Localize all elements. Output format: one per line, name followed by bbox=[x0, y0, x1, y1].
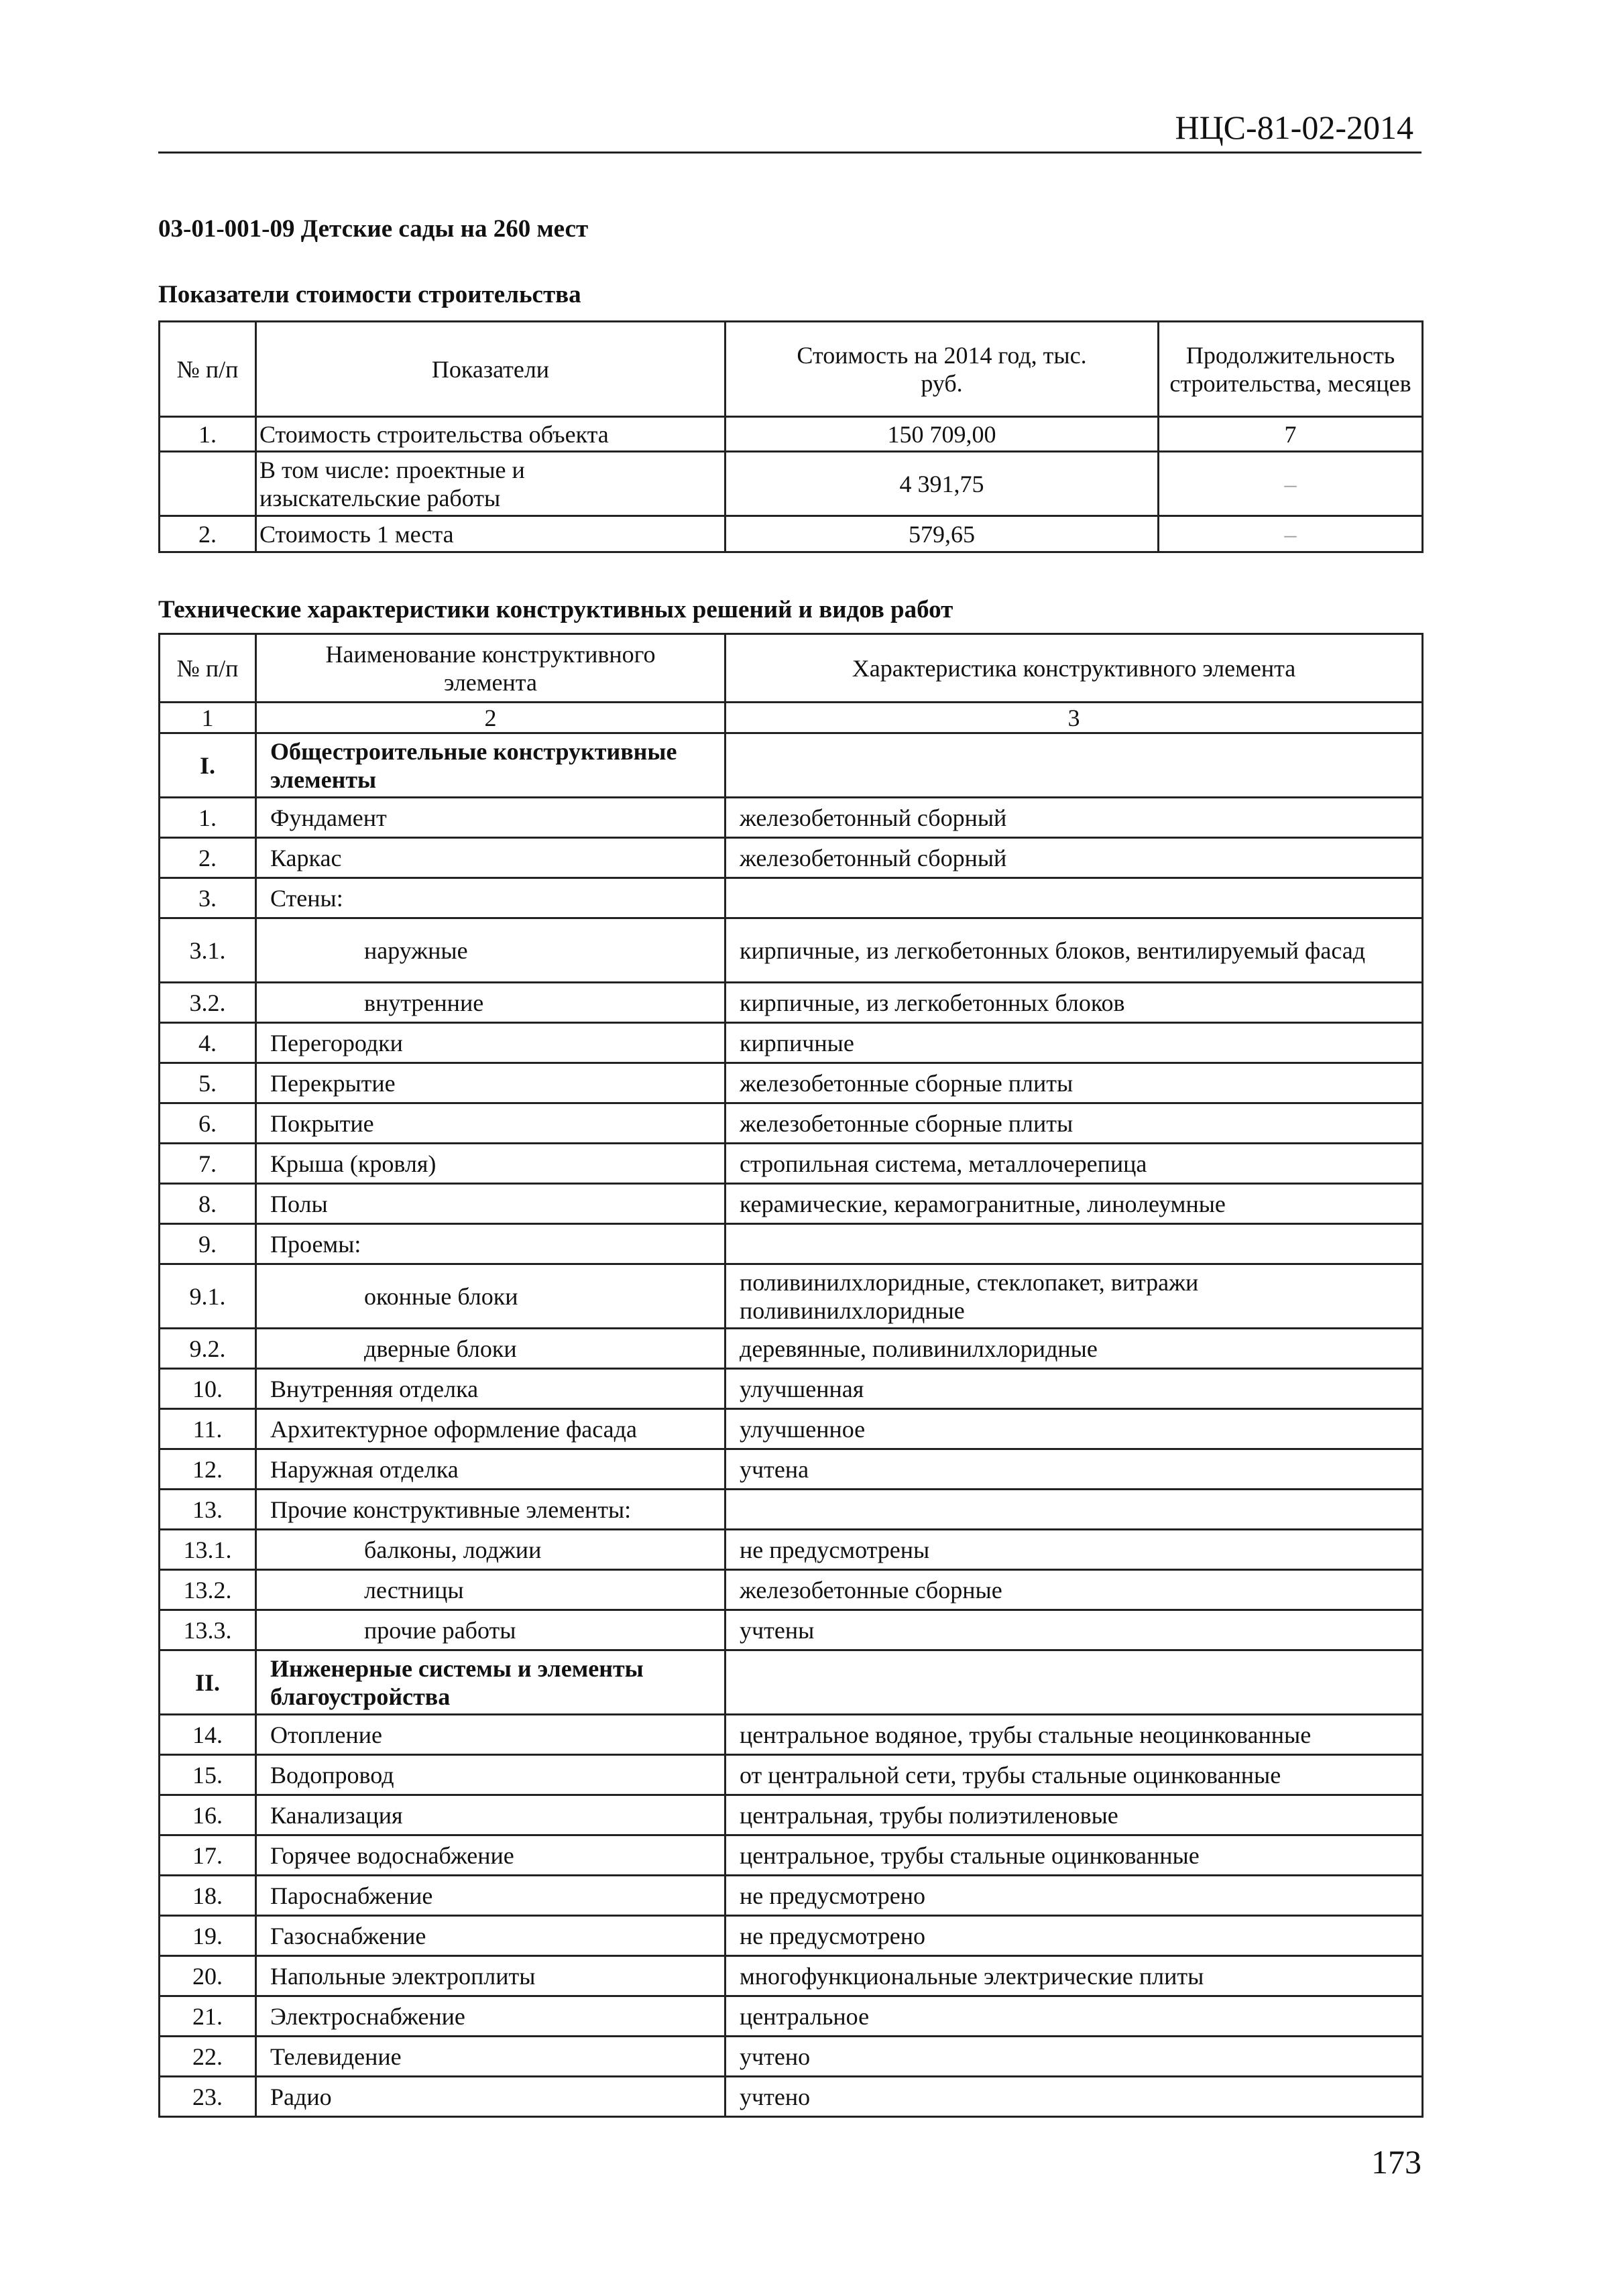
cell-num bbox=[160, 452, 256, 516]
cell-element-name: наружные bbox=[256, 918, 726, 983]
cell-element-name: Телевидение bbox=[256, 2037, 726, 2077]
table-row bbox=[160, 1063, 1423, 1103]
cell-num: 1. bbox=[160, 417, 256, 452]
cell-element-characteristic: центральная, трубы полиэтиленовые bbox=[726, 1795, 1423, 1835]
cell-element-name: Фундамент bbox=[256, 798, 726, 838]
table-row bbox=[160, 2077, 1423, 2117]
cell-element-characteristic: поливинилхлоридные, стеклопакет, витражи поливинилхлоридные bbox=[726, 1264, 1423, 1329]
table-row bbox=[160, 1570, 1423, 1610]
cell-num: 1. bbox=[160, 798, 256, 838]
tech-table-header bbox=[160, 634, 1423, 703]
cell-element-characteristic: учтено bbox=[726, 2037, 1423, 2077]
cell-duration: 7 bbox=[1159, 417, 1423, 452]
cell-element-name: Водопровод bbox=[256, 1755, 726, 1795]
page-title: 03-01-001-09 Детские сады на 260 мест bbox=[158, 215, 589, 243]
cell-element-characteristic bbox=[726, 878, 1423, 918]
cell-element-name: Общестроительные конструктивные элементы bbox=[256, 733, 726, 798]
cell-element-name: Радио bbox=[256, 2077, 726, 2117]
tech-header-num: № п/п bbox=[160, 634, 256, 703]
cell-element-name: Покрытие bbox=[256, 1103, 726, 1144]
cell-cost: 4 391,75 bbox=[726, 452, 1159, 516]
cell-element-characteristic: не предусмотрено bbox=[726, 1916, 1423, 1956]
cell-element-characteristic: кирпичные bbox=[726, 1023, 1423, 1063]
tech-table-body bbox=[160, 733, 1423, 2117]
cell-element-name: Напольные электроплиты bbox=[256, 1956, 726, 1996]
cell-element-characteristic: железобетонный сборный bbox=[726, 838, 1423, 878]
cell-element-characteristic bbox=[726, 1224, 1423, 1264]
cell-num: 12. bbox=[160, 1449, 256, 1490]
cell-element-name: Наружная отделка bbox=[256, 1449, 726, 1490]
cell-num: 6. bbox=[160, 1103, 256, 1144]
cell-num: 18. bbox=[160, 1876, 256, 1916]
cell-element-name: Проемы: bbox=[256, 1224, 726, 1264]
cell-element-characteristic bbox=[726, 1490, 1423, 1530]
cell-element-name: лестницы bbox=[256, 1570, 726, 1610]
tech-table bbox=[158, 633, 1424, 2118]
cell-element-characteristic: не предусмотрены bbox=[726, 1530, 1423, 1570]
table-row bbox=[160, 733, 1423, 798]
cell-element-characteristic: кирпичные, из легкобетонных блоков, вентилируемый фасад bbox=[726, 918, 1423, 983]
cell-element-characteristic: не предусмотрено bbox=[726, 1876, 1423, 1916]
cell-indicator: Стоимость строительства объекта bbox=[256, 417, 726, 452]
table-row bbox=[160, 452, 1423, 516]
cell-element-characteristic: центральное, трубы стальные оцинкованные bbox=[726, 1835, 1423, 1876]
cell-element-name: Перегородки bbox=[256, 1023, 726, 1063]
cell-element-name: дверные блоки bbox=[256, 1329, 726, 1369]
table-row bbox=[160, 1224, 1423, 1264]
table-row bbox=[160, 1184, 1423, 1224]
cell-element-characteristic: железобетонные сборные bbox=[726, 1570, 1423, 1610]
page-number: 173 bbox=[1371, 2143, 1422, 2181]
table-row bbox=[160, 1876, 1423, 1916]
cell-duration: – bbox=[1159, 516, 1423, 552]
cell-element-name: балконы, лоджии bbox=[256, 1530, 726, 1570]
cell-element-name: Крыша (кровля) bbox=[256, 1144, 726, 1184]
table-row bbox=[160, 1610, 1423, 1650]
cell-element-characteristic: многофункциональные электрические плиты bbox=[726, 1956, 1423, 1996]
table-row bbox=[160, 2037, 1423, 2077]
cell-element-name: Газоснабжение bbox=[256, 1916, 726, 1956]
table-row bbox=[160, 516, 1423, 552]
cell-indicator: В том числе: проектные и изыскательские работы bbox=[256, 452, 726, 516]
cell-element-characteristic: центральное bbox=[726, 1996, 1423, 2037]
table-row bbox=[160, 1449, 1423, 1490]
table-row bbox=[160, 1023, 1423, 1063]
table-row bbox=[160, 798, 1423, 838]
cell-num: 19. bbox=[160, 1916, 256, 1956]
col-number: 2 bbox=[256, 703, 726, 733]
tech-column-numbers bbox=[160, 703, 1423, 733]
cell-element-name: Канализация bbox=[256, 1795, 726, 1835]
cell-element-characteristic: кирпичные, из легкобетонных блоков bbox=[726, 983, 1423, 1023]
header-rule bbox=[158, 152, 1422, 154]
table-row bbox=[160, 1264, 1423, 1329]
cell-num: I. bbox=[160, 733, 256, 798]
cell-element-characteristic: железобетонные сборные плиты bbox=[726, 1103, 1423, 1144]
table-row bbox=[160, 1835, 1423, 1876]
table-row bbox=[160, 1144, 1423, 1184]
cell-element-name: внутренние bbox=[256, 983, 726, 1023]
cell-num: 21. bbox=[160, 1996, 256, 2037]
table-row bbox=[160, 983, 1423, 1023]
cell-num: 22. bbox=[160, 2037, 256, 2077]
cell-num: 2. bbox=[160, 516, 256, 552]
table-row bbox=[160, 838, 1423, 878]
tech-header-char: Характеристика конструктивного элемента bbox=[726, 634, 1423, 703]
cell-num: 11. bbox=[160, 1409, 256, 1449]
cell-num: 15. bbox=[160, 1755, 256, 1795]
cell-element-characteristic: керамические, керамогранитные, линолеумные bbox=[726, 1184, 1423, 1224]
cell-num: 13.1. bbox=[160, 1530, 256, 1570]
cell-num: 14. bbox=[160, 1715, 256, 1755]
table-row bbox=[160, 1530, 1423, 1570]
cell-num: 2. bbox=[160, 838, 256, 878]
cell-element-characteristic: учтены bbox=[726, 1610, 1423, 1650]
table-row bbox=[160, 1715, 1423, 1755]
cell-num: 3.2. bbox=[160, 983, 256, 1023]
cell-num: 16. bbox=[160, 1795, 256, 1835]
table-row bbox=[160, 1369, 1423, 1409]
cell-num: 3.1. bbox=[160, 918, 256, 983]
cell-num: 17. bbox=[160, 1835, 256, 1876]
cell-element-characteristic: деревянные, поливинилхлоридные bbox=[726, 1329, 1423, 1369]
cell-num: 13.2. bbox=[160, 1570, 256, 1610]
cost-table-header bbox=[160, 322, 1423, 417]
table-row bbox=[160, 918, 1423, 983]
cell-element-characteristic bbox=[726, 733, 1423, 798]
cell-num: 4. bbox=[160, 1023, 256, 1063]
cell-element-characteristic: от центральной сети, трубы стальные оцинкованные bbox=[726, 1755, 1423, 1795]
tech-header-name: Наименование конструктивного элемента bbox=[256, 634, 726, 703]
cell-num: 23. bbox=[160, 2077, 256, 2117]
table-row bbox=[160, 1755, 1423, 1795]
cost-table bbox=[158, 320, 1424, 553]
cost-header-num: № п/п bbox=[160, 322, 256, 417]
table-row bbox=[160, 878, 1423, 918]
cell-element-name: Перекрытие bbox=[256, 1063, 726, 1103]
cell-element-characteristic: улучшенная bbox=[726, 1369, 1423, 1409]
cell-element-name: Внутренняя отделка bbox=[256, 1369, 726, 1409]
col-number: 1 bbox=[160, 703, 256, 733]
cell-cost: 579,65 bbox=[726, 516, 1159, 552]
table-row bbox=[160, 1329, 1423, 1369]
cell-element-name: Прочие конструктивные элементы: bbox=[256, 1490, 726, 1530]
cell-element-characteristic: железобетонный сборный bbox=[726, 798, 1423, 838]
cell-element-name: Отопление bbox=[256, 1715, 726, 1755]
cell-element-characteristic: учтена bbox=[726, 1449, 1423, 1490]
cell-element-name: Инженерные системы и элементы благоустройства bbox=[256, 1650, 726, 1715]
cell-element-name: Пароснабжение bbox=[256, 1876, 726, 1916]
cell-element-name: Каркас bbox=[256, 838, 726, 878]
cell-element-name: Полы bbox=[256, 1184, 726, 1224]
cost-header-indicator: Показатели bbox=[256, 322, 726, 417]
cost-header-duration: Продолжительность строительства, месяцев bbox=[1159, 322, 1423, 417]
table-row bbox=[160, 1956, 1423, 1996]
cell-num: 9. bbox=[160, 1224, 256, 1264]
table-row bbox=[160, 1103, 1423, 1144]
cell-num: 13. bbox=[160, 1490, 256, 1530]
cell-num: 9.2. bbox=[160, 1329, 256, 1369]
cell-element-characteristic: учтено bbox=[726, 2077, 1423, 2117]
table-row bbox=[160, 417, 1423, 452]
cell-element-name: Архитектурное оформление фасада bbox=[256, 1409, 726, 1449]
cell-num: 20. bbox=[160, 1956, 256, 1996]
cell-element-name: Стены: bbox=[256, 878, 726, 918]
cell-num: II. bbox=[160, 1650, 256, 1715]
cell-element-name: Электроснабжение bbox=[256, 1996, 726, 2037]
cell-cost: 150 709,00 bbox=[726, 417, 1159, 452]
cell-element-name: оконные блоки bbox=[256, 1264, 726, 1329]
cell-indicator: Стоимость 1 места bbox=[256, 516, 726, 552]
tech-section-title: Технические характеристики конструктивных решений и видов работ bbox=[158, 596, 953, 623]
cell-num: 10. bbox=[160, 1369, 256, 1409]
table-row bbox=[160, 1916, 1423, 1956]
cost-header-cost: Стоимость на 2014 год, тыс. руб. bbox=[726, 322, 1159, 417]
table-row bbox=[160, 1490, 1423, 1530]
table-row bbox=[160, 1795, 1423, 1835]
cell-num: 7. bbox=[160, 1144, 256, 1184]
document-code: НЦС-81-02-2014 bbox=[1175, 109, 1413, 146]
cell-element-characteristic: центральное водяное, трубы стальные неоцинкованные bbox=[726, 1715, 1423, 1755]
cell-element-characteristic bbox=[726, 1650, 1423, 1715]
cell-element-name: прочие работы bbox=[256, 1610, 726, 1650]
cell-element-characteristic: стропильная система, металлочерепица bbox=[726, 1144, 1423, 1184]
table-row bbox=[160, 1650, 1423, 1715]
cell-element-name: Горячее водоснабжение bbox=[256, 1835, 726, 1876]
table-row bbox=[160, 1409, 1423, 1449]
cell-num: 9.1. bbox=[160, 1264, 256, 1329]
cell-element-characteristic: улучшенное bbox=[726, 1409, 1423, 1449]
cell-duration: – bbox=[1159, 452, 1423, 516]
cost-section-title: Показатели стоимости строительства bbox=[158, 281, 581, 308]
cell-num: 3. bbox=[160, 878, 256, 918]
cell-element-characteristic: железобетонные сборные плиты bbox=[726, 1063, 1423, 1103]
cell-num: 5. bbox=[160, 1063, 256, 1103]
table-row bbox=[160, 1996, 1423, 2037]
cell-num: 8. bbox=[160, 1184, 256, 1224]
cell-num: 13.3. bbox=[160, 1610, 256, 1650]
col-number: 3 bbox=[726, 703, 1423, 733]
